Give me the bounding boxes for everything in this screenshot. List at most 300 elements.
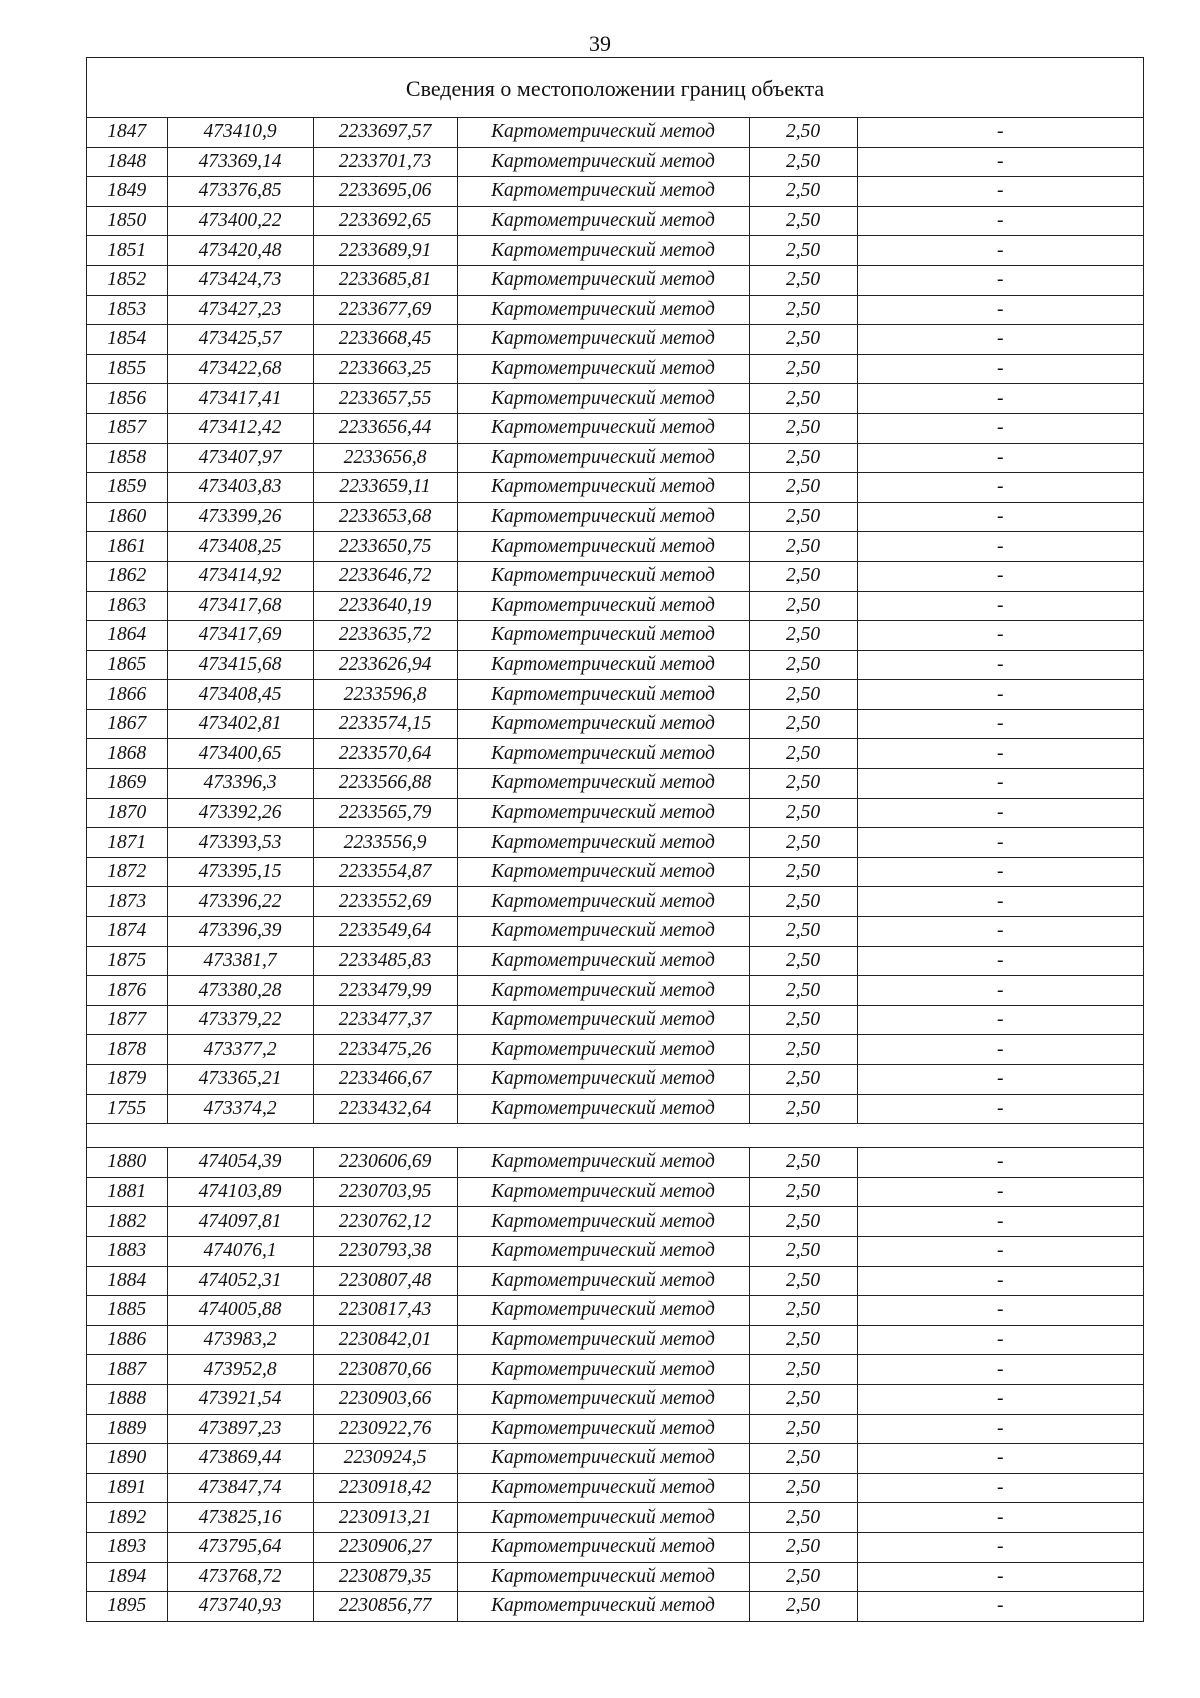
x-coordinate-cell: 473983,2 bbox=[167, 1325, 313, 1355]
method-cell: Картометрический метод bbox=[457, 1325, 749, 1355]
point-number-cell: 1865 bbox=[87, 650, 167, 680]
accuracy-cell: 2,50 bbox=[749, 1065, 857, 1095]
y-coordinate-cell: 2230817,43 bbox=[313, 1296, 457, 1326]
x-coordinate-cell: 473412,42 bbox=[167, 413, 313, 443]
description-cell: - bbox=[857, 1384, 1143, 1414]
description-cell: - bbox=[857, 443, 1143, 473]
table-row bbox=[87, 413, 1143, 443]
point-number-cell: 1895 bbox=[87, 1592, 167, 1621]
y-coordinate-cell: 2230842,01 bbox=[313, 1325, 457, 1355]
x-coordinate-cell: 473396,3 bbox=[167, 769, 313, 799]
point-number-cell: 1892 bbox=[87, 1503, 167, 1533]
accuracy-cell: 2,50 bbox=[749, 1444, 857, 1474]
method-cell: Картометрический метод bbox=[457, 1296, 749, 1326]
point-number-cell: 1852 bbox=[87, 265, 167, 295]
method-cell: Картометрический метод bbox=[457, 354, 749, 384]
table-row bbox=[87, 1325, 1143, 1355]
description-cell: - bbox=[857, 739, 1143, 769]
boundary-table-sheet bbox=[86, 57, 1144, 1622]
method-cell: Картометрический метод bbox=[457, 443, 749, 473]
accuracy-cell: 2,50 bbox=[749, 532, 857, 562]
method-cell: Картометрический метод bbox=[457, 1065, 749, 1095]
y-coordinate-cell: 2233432,64 bbox=[313, 1094, 457, 1124]
x-coordinate-cell: 474103,89 bbox=[167, 1177, 313, 1207]
accuracy-cell: 2,50 bbox=[749, 443, 857, 473]
point-number-cell: 1883 bbox=[87, 1236, 167, 1266]
y-coordinate-cell: 2233485,83 bbox=[313, 946, 457, 976]
table-row bbox=[87, 443, 1143, 473]
point-number-cell: 1870 bbox=[87, 798, 167, 828]
accuracy-cell: 2,50 bbox=[749, 384, 857, 414]
x-coordinate-cell: 473374,2 bbox=[167, 1094, 313, 1124]
description-cell: - bbox=[857, 917, 1143, 947]
x-coordinate-cell: 473392,26 bbox=[167, 798, 313, 828]
method-cell: Картометрический метод bbox=[457, 532, 749, 562]
y-coordinate-cell: 2230703,95 bbox=[313, 1177, 457, 1207]
y-coordinate-cell: 2233697,57 bbox=[313, 118, 457, 147]
x-coordinate-cell: 473396,39 bbox=[167, 917, 313, 947]
method-cell: Картометрический метод bbox=[457, 917, 749, 947]
description-cell: - bbox=[857, 413, 1143, 443]
description-cell: - bbox=[857, 1562, 1143, 1592]
method-cell: Картометрический метод bbox=[457, 1207, 749, 1237]
table-row bbox=[87, 1005, 1143, 1035]
description-cell: - bbox=[857, 384, 1143, 414]
point-number-cell: 1882 bbox=[87, 1207, 167, 1237]
point-number-cell: 1873 bbox=[87, 887, 167, 917]
accuracy-cell: 2,50 bbox=[749, 1325, 857, 1355]
x-coordinate-cell: 473402,81 bbox=[167, 709, 313, 739]
accuracy-cell: 2,50 bbox=[749, 177, 857, 207]
accuracy-cell: 2,50 bbox=[749, 1592, 857, 1621]
y-coordinate-cell: 2230807,48 bbox=[313, 1266, 457, 1296]
point-number-cell: 1884 bbox=[87, 1266, 167, 1296]
method-cell: Картометрический метод bbox=[457, 1503, 749, 1533]
table-row bbox=[87, 1177, 1143, 1207]
x-coordinate-cell: 473417,68 bbox=[167, 591, 313, 621]
table-row bbox=[87, 1296, 1143, 1326]
x-coordinate-cell: 473425,57 bbox=[167, 325, 313, 355]
y-coordinate-cell: 2230762,12 bbox=[313, 1207, 457, 1237]
x-coordinate-cell: 473847,74 bbox=[167, 1473, 313, 1503]
y-coordinate-cell: 2233668,45 bbox=[313, 325, 457, 355]
point-number-cell: 1872 bbox=[87, 857, 167, 887]
y-coordinate-cell: 2233479,99 bbox=[313, 976, 457, 1006]
method-cell: Картометрический метод bbox=[457, 473, 749, 503]
description-cell: - bbox=[857, 147, 1143, 177]
accuracy-cell: 2,50 bbox=[749, 236, 857, 266]
y-coordinate-cell: 2233659,11 bbox=[313, 473, 457, 503]
method-cell: Картометрический метод bbox=[457, 1355, 749, 1385]
x-coordinate-cell: 473417,69 bbox=[167, 621, 313, 651]
point-number-cell: 1878 bbox=[87, 1035, 167, 1065]
table-group-2 bbox=[87, 1148, 1143, 1621]
description-cell: - bbox=[857, 1473, 1143, 1503]
table-row bbox=[87, 1444, 1143, 1474]
method-cell: Картометрический метод bbox=[457, 236, 749, 266]
point-number-cell: 1881 bbox=[87, 1177, 167, 1207]
description-cell: - bbox=[857, 473, 1143, 503]
y-coordinate-cell: 2230793,38 bbox=[313, 1236, 457, 1266]
accuracy-cell: 2,50 bbox=[749, 1005, 857, 1035]
y-coordinate-cell: 2233566,88 bbox=[313, 769, 457, 799]
method-cell: Картометрический метод bbox=[457, 1177, 749, 1207]
method-cell: Картометрический метод bbox=[457, 1094, 749, 1124]
accuracy-cell: 2,50 bbox=[749, 1035, 857, 1065]
y-coordinate-cell: 2230922,76 bbox=[313, 1414, 457, 1444]
accuracy-cell: 2,50 bbox=[749, 354, 857, 384]
point-number-cell: 1849 bbox=[87, 177, 167, 207]
x-coordinate-cell: 473420,48 bbox=[167, 236, 313, 266]
y-coordinate-cell: 2230879,35 bbox=[313, 1562, 457, 1592]
method-cell: Картометрический метод bbox=[457, 1473, 749, 1503]
method-cell: Картометрический метод bbox=[457, 650, 749, 680]
accuracy-cell: 2,50 bbox=[749, 1207, 857, 1237]
description-cell: - bbox=[857, 561, 1143, 591]
y-coordinate-cell: 2233653,68 bbox=[313, 502, 457, 532]
y-coordinate-cell: 2233701,73 bbox=[313, 147, 457, 177]
point-number-cell: 1847 bbox=[87, 118, 167, 147]
x-coordinate-cell: 473740,93 bbox=[167, 1592, 313, 1621]
point-number-cell: 1851 bbox=[87, 236, 167, 266]
accuracy-cell: 2,50 bbox=[749, 413, 857, 443]
description-cell: - bbox=[857, 857, 1143, 887]
point-number-cell: 1893 bbox=[87, 1532, 167, 1562]
method-cell: Картометрический метод bbox=[457, 265, 749, 295]
y-coordinate-cell: 2233695,06 bbox=[313, 177, 457, 207]
table-row bbox=[87, 1355, 1143, 1385]
accuracy-cell: 2,50 bbox=[749, 473, 857, 503]
description-cell: - bbox=[857, 798, 1143, 828]
method-cell: Картометрический метод bbox=[457, 325, 749, 355]
accuracy-cell: 2,50 bbox=[749, 917, 857, 947]
accuracy-cell: 2,50 bbox=[749, 1503, 857, 1533]
table-row bbox=[87, 887, 1143, 917]
table-row bbox=[87, 147, 1143, 177]
x-coordinate-cell: 473395,15 bbox=[167, 857, 313, 887]
accuracy-cell: 2,50 bbox=[749, 650, 857, 680]
table-row bbox=[87, 473, 1143, 503]
x-coordinate-cell: 473414,92 bbox=[167, 561, 313, 591]
point-number-cell: 1890 bbox=[87, 1444, 167, 1474]
accuracy-cell: 2,50 bbox=[749, 1094, 857, 1124]
accuracy-cell: 2,50 bbox=[749, 887, 857, 917]
x-coordinate-cell: 473376,85 bbox=[167, 177, 313, 207]
y-coordinate-cell: 2233656,8 bbox=[313, 443, 457, 473]
coordinates-table bbox=[87, 118, 1143, 1621]
description-cell: - bbox=[857, 325, 1143, 355]
method-cell: Картометрический метод bbox=[457, 680, 749, 710]
accuracy-cell: 2,50 bbox=[749, 976, 857, 1006]
description-cell: - bbox=[857, 1035, 1143, 1065]
x-coordinate-cell: 474054,39 bbox=[167, 1148, 313, 1178]
table-group-1 bbox=[87, 118, 1143, 1124]
y-coordinate-cell: 2233475,26 bbox=[313, 1035, 457, 1065]
y-coordinate-cell: 2233640,19 bbox=[313, 591, 457, 621]
table-row bbox=[87, 325, 1143, 355]
point-number-cell: 1864 bbox=[87, 621, 167, 651]
accuracy-cell: 2,50 bbox=[749, 502, 857, 532]
point-number-cell: 1894 bbox=[87, 1562, 167, 1592]
y-coordinate-cell: 2233554,87 bbox=[313, 857, 457, 887]
point-number-cell: 1853 bbox=[87, 295, 167, 325]
accuracy-cell: 2,50 bbox=[749, 1266, 857, 1296]
point-number-cell: 1867 bbox=[87, 709, 167, 739]
accuracy-cell: 2,50 bbox=[749, 1532, 857, 1562]
y-coordinate-cell: 2230913,21 bbox=[313, 1503, 457, 1533]
table-row bbox=[87, 1532, 1143, 1562]
description-cell: - bbox=[857, 118, 1143, 147]
y-coordinate-cell: 2233657,55 bbox=[313, 384, 457, 414]
table-row bbox=[87, 917, 1143, 947]
y-coordinate-cell: 2233646,72 bbox=[313, 561, 457, 591]
x-coordinate-cell: 473952,8 bbox=[167, 1355, 313, 1385]
point-number-cell: 1866 bbox=[87, 680, 167, 710]
point-number-cell: 1871 bbox=[87, 828, 167, 858]
accuracy-cell: 2,50 bbox=[749, 769, 857, 799]
method-cell: Картометрический метод bbox=[457, 1562, 749, 1592]
x-coordinate-cell: 473381,7 bbox=[167, 946, 313, 976]
description-cell: - bbox=[857, 1503, 1143, 1533]
table-row bbox=[87, 236, 1143, 266]
description-cell: - bbox=[857, 236, 1143, 266]
separator-cell bbox=[87, 1124, 1143, 1148]
x-coordinate-cell: 473795,64 bbox=[167, 1532, 313, 1562]
page-number: 39 bbox=[589, 31, 611, 56]
x-coordinate-cell: 473422,68 bbox=[167, 354, 313, 384]
description-cell: - bbox=[857, 946, 1143, 976]
point-number-cell: 1859 bbox=[87, 473, 167, 503]
y-coordinate-cell: 2230903,66 bbox=[313, 1384, 457, 1414]
table-row bbox=[87, 118, 1143, 147]
y-coordinate-cell: 2233596,8 bbox=[313, 680, 457, 710]
accuracy-cell: 2,50 bbox=[749, 1236, 857, 1266]
method-cell: Картометрический метод bbox=[457, 1384, 749, 1414]
x-coordinate-cell: 473408,45 bbox=[167, 680, 313, 710]
y-coordinate-cell: 2230906,27 bbox=[313, 1532, 457, 1562]
method-cell: Картометрический метод bbox=[457, 1414, 749, 1444]
x-coordinate-cell: 473396,22 bbox=[167, 887, 313, 917]
x-coordinate-cell: 473403,83 bbox=[167, 473, 313, 503]
x-coordinate-cell: 473825,16 bbox=[167, 1503, 313, 1533]
x-coordinate-cell: 473400,65 bbox=[167, 739, 313, 769]
accuracy-cell: 2,50 bbox=[749, 147, 857, 177]
description-cell: - bbox=[857, 1296, 1143, 1326]
y-coordinate-cell: 2233663,25 bbox=[313, 354, 457, 384]
description-cell: - bbox=[857, 1532, 1143, 1562]
description-cell: - bbox=[857, 206, 1143, 236]
y-coordinate-cell: 2233650,75 bbox=[313, 532, 457, 562]
x-coordinate-cell: 473393,53 bbox=[167, 828, 313, 858]
y-coordinate-cell: 2233556,9 bbox=[313, 828, 457, 858]
accuracy-cell: 2,50 bbox=[749, 295, 857, 325]
method-cell: Картометрический метод bbox=[457, 1266, 749, 1296]
accuracy-cell: 2,50 bbox=[749, 118, 857, 147]
accuracy-cell: 2,50 bbox=[749, 1414, 857, 1444]
x-coordinate-cell: 473415,68 bbox=[167, 650, 313, 680]
point-number-cell: 1889 bbox=[87, 1414, 167, 1444]
table-row bbox=[87, 769, 1143, 799]
description-cell: - bbox=[857, 769, 1143, 799]
description-cell: - bbox=[857, 650, 1143, 680]
table-row bbox=[87, 1503, 1143, 1533]
method-cell: Картометрический метод bbox=[457, 857, 749, 887]
method-cell: Картометрический метод bbox=[457, 1444, 749, 1474]
description-cell: - bbox=[857, 177, 1143, 207]
point-number-cell: 1875 bbox=[87, 946, 167, 976]
point-number-cell: 1869 bbox=[87, 769, 167, 799]
method-cell: Картометрический метод bbox=[457, 502, 749, 532]
point-number-cell: 1856 bbox=[87, 384, 167, 414]
table-row bbox=[87, 709, 1143, 739]
x-coordinate-cell: 473897,23 bbox=[167, 1414, 313, 1444]
method-cell: Картометрический метод bbox=[457, 739, 749, 769]
point-number-cell: 1857 bbox=[87, 413, 167, 443]
table-row bbox=[87, 295, 1143, 325]
y-coordinate-cell: 2230918,42 bbox=[313, 1473, 457, 1503]
y-coordinate-cell: 2233656,44 bbox=[313, 413, 457, 443]
table-row bbox=[87, 265, 1143, 295]
accuracy-cell: 2,50 bbox=[749, 591, 857, 621]
description-cell: - bbox=[857, 680, 1143, 710]
description-cell: - bbox=[857, 502, 1143, 532]
x-coordinate-cell: 474005,88 bbox=[167, 1296, 313, 1326]
point-number-cell: 1755 bbox=[87, 1094, 167, 1124]
point-number-cell: 1868 bbox=[87, 739, 167, 769]
x-coordinate-cell: 473377,2 bbox=[167, 1035, 313, 1065]
description-cell: - bbox=[857, 1094, 1143, 1124]
point-number-cell: 1891 bbox=[87, 1473, 167, 1503]
x-coordinate-cell: 474076,1 bbox=[167, 1236, 313, 1266]
y-coordinate-cell: 2233552,69 bbox=[313, 887, 457, 917]
description-cell: - bbox=[857, 1207, 1143, 1237]
accuracy-cell: 2,50 bbox=[749, 680, 857, 710]
accuracy-cell: 2,50 bbox=[749, 1177, 857, 1207]
method-cell: Картометрический метод bbox=[457, 621, 749, 651]
method-cell: Картометрический метод bbox=[457, 177, 749, 207]
method-cell: Картометрический метод bbox=[457, 828, 749, 858]
point-number-cell: 1888 bbox=[87, 1384, 167, 1414]
table-row bbox=[87, 532, 1143, 562]
accuracy-cell: 2,50 bbox=[749, 621, 857, 651]
x-coordinate-cell: 473410,9 bbox=[167, 118, 313, 147]
description-cell: - bbox=[857, 354, 1143, 384]
table-row bbox=[87, 1035, 1143, 1065]
description-cell: - bbox=[857, 976, 1143, 1006]
table-row bbox=[87, 798, 1143, 828]
point-number-cell: 1874 bbox=[87, 917, 167, 947]
method-cell: Картометрический метод bbox=[457, 1592, 749, 1621]
point-number-cell: 1854 bbox=[87, 325, 167, 355]
description-cell: - bbox=[857, 532, 1143, 562]
y-coordinate-cell: 2233574,15 bbox=[313, 709, 457, 739]
method-cell: Картометрический метод bbox=[457, 413, 749, 443]
table-row bbox=[87, 177, 1143, 207]
method-cell: Картометрический метод bbox=[457, 147, 749, 177]
accuracy-cell: 2,50 bbox=[749, 798, 857, 828]
description-cell: - bbox=[857, 621, 1143, 651]
accuracy-cell: 2,50 bbox=[749, 1148, 857, 1178]
table-row bbox=[87, 1148, 1143, 1178]
table-row bbox=[87, 206, 1143, 236]
point-number-cell: 1848 bbox=[87, 147, 167, 177]
description-cell: - bbox=[857, 295, 1143, 325]
description-cell: - bbox=[857, 591, 1143, 621]
y-coordinate-cell: 2233477,37 bbox=[313, 1005, 457, 1035]
description-cell: - bbox=[857, 1148, 1143, 1178]
method-cell: Картометрический метод bbox=[457, 295, 749, 325]
method-cell: Картометрический метод bbox=[457, 709, 749, 739]
x-coordinate-cell: 473417,41 bbox=[167, 384, 313, 414]
y-coordinate-cell: 2233570,64 bbox=[313, 739, 457, 769]
point-number-cell: 1876 bbox=[87, 976, 167, 1006]
y-coordinate-cell: 2233635,72 bbox=[313, 621, 457, 651]
method-cell: Картометрический метод bbox=[457, 561, 749, 591]
x-coordinate-cell: 473869,44 bbox=[167, 1444, 313, 1474]
method-cell: Картометрический метод bbox=[457, 769, 749, 799]
description-cell: - bbox=[857, 1355, 1143, 1385]
method-cell: Картометрический метод bbox=[457, 1005, 749, 1035]
description-cell: - bbox=[857, 1005, 1143, 1035]
accuracy-cell: 2,50 bbox=[749, 1562, 857, 1592]
group-separator bbox=[87, 1124, 1143, 1148]
y-coordinate-cell: 2230870,66 bbox=[313, 1355, 457, 1385]
method-cell: Картометрический метод bbox=[457, 1035, 749, 1065]
point-number-cell: 1877 bbox=[87, 1005, 167, 1035]
y-coordinate-cell: 2233685,81 bbox=[313, 265, 457, 295]
description-cell: - bbox=[857, 265, 1143, 295]
x-coordinate-cell: 473399,26 bbox=[167, 502, 313, 532]
method-cell: Картометрический метод bbox=[457, 1148, 749, 1178]
table-row bbox=[87, 621, 1143, 651]
point-number-cell: 1850 bbox=[87, 206, 167, 236]
table-row bbox=[87, 384, 1143, 414]
y-coordinate-cell: 2233549,64 bbox=[313, 917, 457, 947]
table-row bbox=[87, 680, 1143, 710]
table-row bbox=[87, 1065, 1143, 1095]
x-coordinate-cell: 473379,22 bbox=[167, 1005, 313, 1035]
accuracy-cell: 2,50 bbox=[749, 946, 857, 976]
table-row bbox=[87, 1094, 1143, 1124]
y-coordinate-cell: 2233626,94 bbox=[313, 650, 457, 680]
table-row bbox=[87, 1207, 1143, 1237]
x-coordinate-cell: 473400,22 bbox=[167, 206, 313, 236]
x-coordinate-cell: 473408,25 bbox=[167, 532, 313, 562]
table-row bbox=[87, 561, 1143, 591]
description-cell: - bbox=[857, 1065, 1143, 1095]
table-row bbox=[87, 1592, 1143, 1621]
y-coordinate-cell: 2233689,91 bbox=[313, 236, 457, 266]
table-row bbox=[87, 1473, 1143, 1503]
x-coordinate-cell: 473407,97 bbox=[167, 443, 313, 473]
accuracy-cell: 2,50 bbox=[749, 561, 857, 591]
method-cell: Картометрический метод bbox=[457, 118, 749, 147]
table-row bbox=[87, 354, 1143, 384]
x-coordinate-cell: 473380,28 bbox=[167, 976, 313, 1006]
description-cell: - bbox=[857, 1236, 1143, 1266]
x-coordinate-cell: 474052,31 bbox=[167, 1266, 313, 1296]
point-number-cell: 1879 bbox=[87, 1065, 167, 1095]
point-number-cell: 1885 bbox=[87, 1296, 167, 1326]
y-coordinate-cell: 2230924,5 bbox=[313, 1444, 457, 1474]
point-number-cell: 1880 bbox=[87, 1148, 167, 1178]
x-coordinate-cell: 473369,14 bbox=[167, 147, 313, 177]
table-row bbox=[87, 946, 1143, 976]
description-cell: - bbox=[857, 887, 1143, 917]
accuracy-cell: 2,50 bbox=[749, 1355, 857, 1385]
description-cell: - bbox=[857, 1444, 1143, 1474]
accuracy-cell: 2,50 bbox=[749, 1473, 857, 1503]
